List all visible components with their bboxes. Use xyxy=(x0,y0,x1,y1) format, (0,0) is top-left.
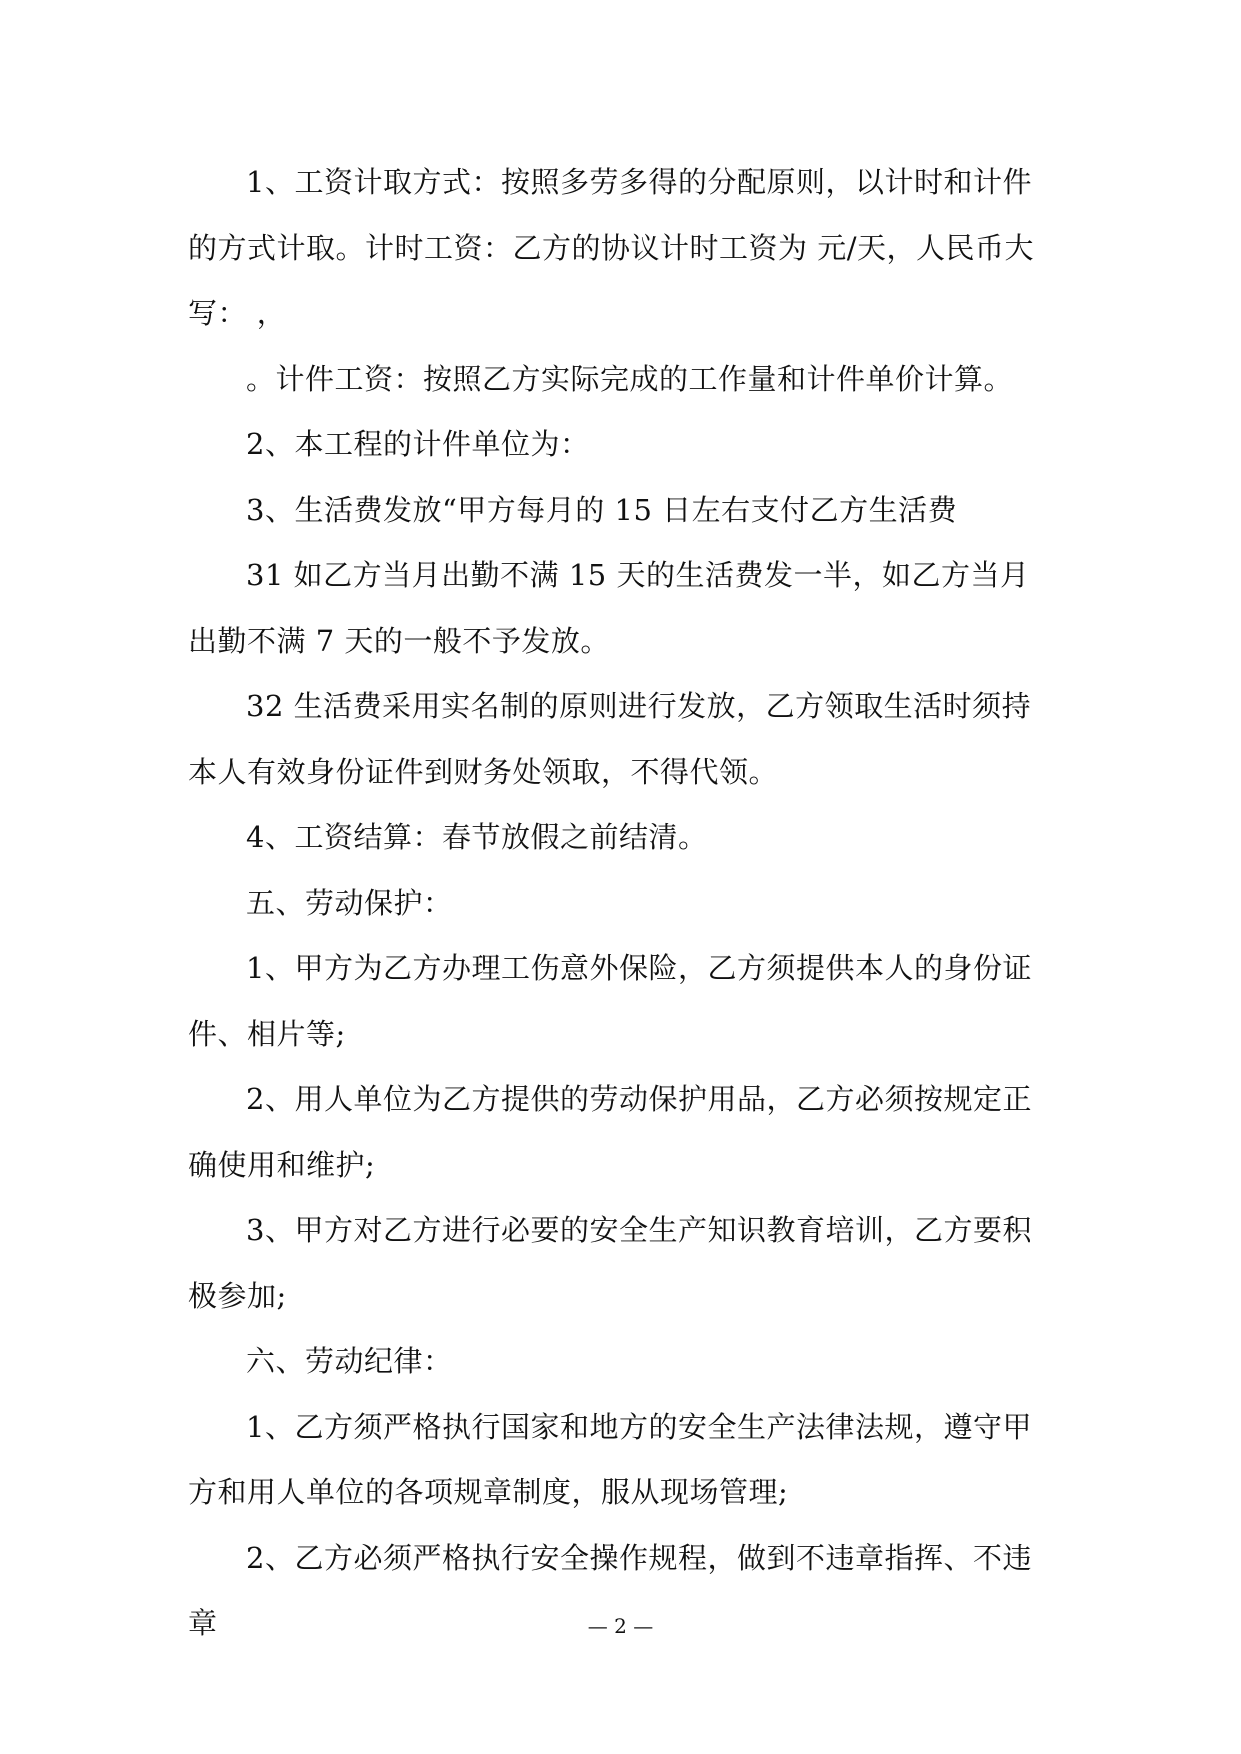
heading-labor-discipline: 六、劳动纪律： xyxy=(246,1344,453,1378)
paragraph-protective-equipment: 2、用人单位为乙方提供的劳动保护用品，乙方必须按规定正确使用和维护; xyxy=(188,1082,1032,1182)
paragraph-attendance-rule: 31 如乙方当月出勤不满 15 天的生活费发一半，如乙方当月出勤不满 7 天的一般不予发放。 xyxy=(188,558,1030,658)
paragraph-wage-settlement: 4、工资结算：春节放假之前结清。 xyxy=(246,820,708,854)
paragraph-piece-wage: 。计件工资：按照乙方实际完成的工作量和计件单价计算。 xyxy=(246,361,1014,396)
paragraph-safety-training: 3、甲方对乙方进行必要的安全生产知识教育培训，乙方要积极参加; xyxy=(188,1213,1032,1313)
document-body xyxy=(188,150,1056,1657)
page-number: — 2 — xyxy=(587,1614,654,1638)
heading-labor-protection: 五、劳动保护： xyxy=(246,885,453,920)
paragraph-safety-laws: 1、乙方须严格执行国家和地方的安全生产法律法规，遵守甲方和用人单位的各项规章制度，服从现场管理; xyxy=(188,1409,1032,1509)
paragraph-real-name-rule: 32 生活费采用实名制的原则进行发放，乙方领取生活时须持本人有效身份证件到财务处领取，不得代领。 xyxy=(188,689,1032,789)
paragraph-wage-method: 1、工资计取方式：按照多劳多得的分配原则，以计时和计件的方式计取。计时工资：乙方的协议计时工资为 元/天，人民币大写： ， xyxy=(188,165,1034,330)
paragraph-piece-unit: 2、本工程的计件单位为： xyxy=(246,427,590,461)
paragraph-living-expense: 3、生活费发放“甲方每月的 15 日左右支付乙方生活费 xyxy=(246,492,958,527)
paragraph-operating-rules: 2、乙方必须严格执行安全操作规程，做到不违章指挥、不违章 xyxy=(188,1540,1032,1640)
paragraph-insurance: 1、甲方为乙方办理工伤意外保险，乙方须提供本人的身份证件、相片等; xyxy=(188,951,1032,1051)
